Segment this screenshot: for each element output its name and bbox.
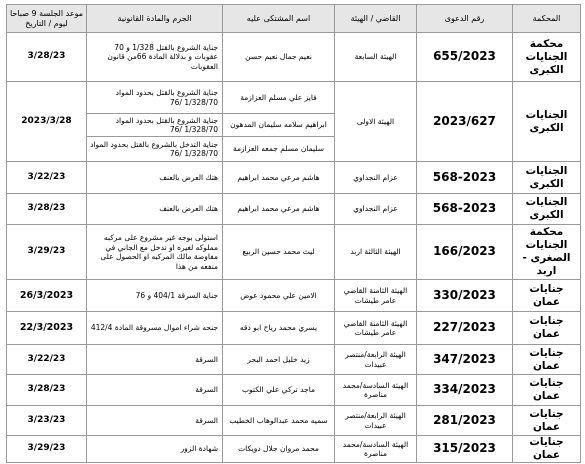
cell-defendant: سليمان مسلم جمعه العزازمة	[223, 137, 335, 162]
table-row	[7, 162, 581, 194]
cell-court: جنايات عمان	[513, 312, 581, 345]
cell-session-date: 26/3/2023	[7, 280, 87, 312]
table-row	[7, 33, 581, 82]
cell-session-date: 3/28/23	[7, 375, 87, 406]
header-session-date-line2: ليوم / التاريخ	[25, 18, 68, 28]
cell-session-date: 22/3/2023	[7, 312, 87, 345]
cell-judge: الهيئة الرابعة/منتصر عبيدات	[335, 345, 417, 375]
cell-judge: الهيئة السابعة	[335, 33, 417, 82]
court-schedule-table	[6, 4, 581, 463]
cell-defendant: هاشم مرعي محمد ابراهيم	[223, 162, 335, 194]
cell-crime: السرقة	[87, 345, 223, 375]
table-row	[7, 82, 581, 114]
cell-case-number: 568-2023	[417, 194, 513, 225]
cell-crime: جنحه شراء اموال مسروقة المادة 412/4	[87, 312, 223, 345]
cell-judge: عزام النجداوي	[335, 162, 417, 194]
cell-court: محكمة الجنايات الكبرى	[513, 33, 581, 82]
cell-defendant: سميه محمد عبدالوهاب الخطيب	[223, 406, 335, 436]
table-row	[7, 375, 581, 406]
cell-court: الجنايات الكبرى	[513, 194, 581, 225]
cell-session-date: 2023/3/28	[7, 82, 87, 162]
cell-session-date: 3/22/23	[7, 162, 87, 194]
cell-session-date: 3/28/23	[7, 33, 87, 82]
header-crime: الجرم والمادة القانونية	[87, 5, 223, 33]
cell-defendant: فايز علي مسلم العزازمة	[223, 82, 335, 114]
cell-session-date: 3/23/23	[7, 406, 87, 436]
header-session-date	[7, 5, 87, 33]
header-judge: القاضي / الهيئة	[335, 5, 417, 33]
cell-case-number: 347/2023	[417, 345, 513, 375]
cell-crime: جناية الشروع بالقتل بحدود المواد 1/328/70 /76	[87, 82, 223, 114]
cell-court: جنايات عمان	[513, 280, 581, 312]
cell-case-number: 281/2023	[417, 406, 513, 436]
cell-case-number: 330/2023	[417, 280, 513, 312]
cell-case-number: 166/2023	[417, 225, 513, 280]
cell-defendant: زيد خليل احمد البحر	[223, 345, 335, 375]
cell-case-number: 227/2023	[417, 312, 513, 345]
cell-crime: هتك العرض بالعنف	[87, 162, 223, 194]
table-row	[7, 312, 581, 345]
cell-court: جنايات عمان	[513, 406, 581, 436]
header-session-date-line1: موعد الجلسة 9 صباحا	[9, 8, 84, 18]
cell-court: جنايات عمان	[513, 345, 581, 375]
table-row	[7, 280, 581, 312]
header-case-number: رقم الدعوى	[417, 5, 513, 33]
cell-court: جنايات عمان	[513, 375, 581, 406]
table-header-row	[7, 5, 581, 33]
cell-crime: جناية الشروع بالقتل 1/328 و 70 عقوبات و بدلالة المادة 66من قانون العقوبات	[87, 33, 223, 82]
table-row	[7, 225, 581, 280]
header-defendant: اسم المشتكى عليه	[223, 5, 335, 33]
cell-court: محكمة الجنايات الصغرى - اربد	[513, 225, 581, 280]
cell-judge: الهيئة السادسة/محمد مناصرة	[335, 375, 417, 406]
cell-judge: الهيئة الثالثة اربد	[335, 225, 417, 280]
cell-session-date: 3/29/23	[7, 225, 87, 280]
cell-defendant: ابراهيم سلامه سليمان المدهون	[223, 114, 335, 137]
cell-court: جنايات عمان	[513, 436, 581, 463]
cell-crime: جناية الشروع بالقتل بحدود المواد 1/328/70 /76	[87, 114, 223, 137]
cell-session-date: 3/28/23	[7, 194, 87, 225]
cell-case-number: 334/2023	[417, 375, 513, 406]
cell-case-number: 655/2023	[417, 33, 513, 82]
cell-crime: جناية السرقة 404/1 و 76	[87, 280, 223, 312]
cell-session-date: 3/22/23	[7, 345, 87, 375]
table-row	[7, 345, 581, 375]
cell-defendant: ماجد تركي علي الكتوب	[223, 375, 335, 406]
header-court: المحكمة	[513, 5, 581, 33]
cell-case-number: 568-2023	[417, 162, 513, 194]
cell-crime: السرقة	[87, 375, 223, 406]
cell-defendant: يسري محمد رياح ابو دقه	[223, 312, 335, 345]
cell-session-date: 3/29/23	[7, 436, 87, 463]
cell-court: الجنايات الكبرى	[513, 162, 581, 194]
cell-judge: الهيئة الثامنة القاضي عامر طيشات	[335, 280, 417, 312]
cell-crime: استولى بوجه غير مشروع على مركبه مملوكه لغيره او تدخل مع الجاني في مفاوضة مالك المركبه او الحصول على منفعه من هذا	[87, 225, 223, 280]
cell-defendant: هاشم مرعي محمد ابراهيم	[223, 194, 335, 225]
cell-judge: الهيئة الرابعة/منتصر عبيدات	[335, 406, 417, 436]
court-schedule-document	[6, 4, 580, 460]
table-row	[7, 406, 581, 436]
cell-defendant: محمد مروان جلال دويكات	[223, 436, 335, 463]
cell-defendant: الامين علي محمود عوض	[223, 280, 335, 312]
table-row	[7, 436, 581, 463]
cell-judge: الهيئة السادسة/محمد مناصرة	[335, 436, 417, 463]
cell-case-number: 2023/627	[417, 82, 513, 162]
cell-case-number: 315/2023	[417, 436, 513, 463]
cell-defendant: نعيم جمال نعيم حسن	[223, 33, 335, 82]
cell-court: الجنايات الكبرى	[513, 82, 581, 162]
cell-crime: هتك العرض بالعنف	[87, 194, 223, 225]
cell-defendant: ليث محمد حسين الربيع	[223, 225, 335, 280]
table-row	[7, 194, 581, 225]
cell-crime: جناية التدخل بالشروع بالقتل بحدود المواد 1/328/70 /76	[87, 137, 223, 162]
cell-crime: شهادة الزور	[87, 436, 223, 463]
cell-judge: الهيئة الاولى	[335, 82, 417, 162]
cell-judge: عزام النجداوي	[335, 194, 417, 225]
cell-judge: الهيئة الثامنة القاضي عامر طيشات	[335, 312, 417, 345]
cell-crime: السرقة	[87, 406, 223, 436]
